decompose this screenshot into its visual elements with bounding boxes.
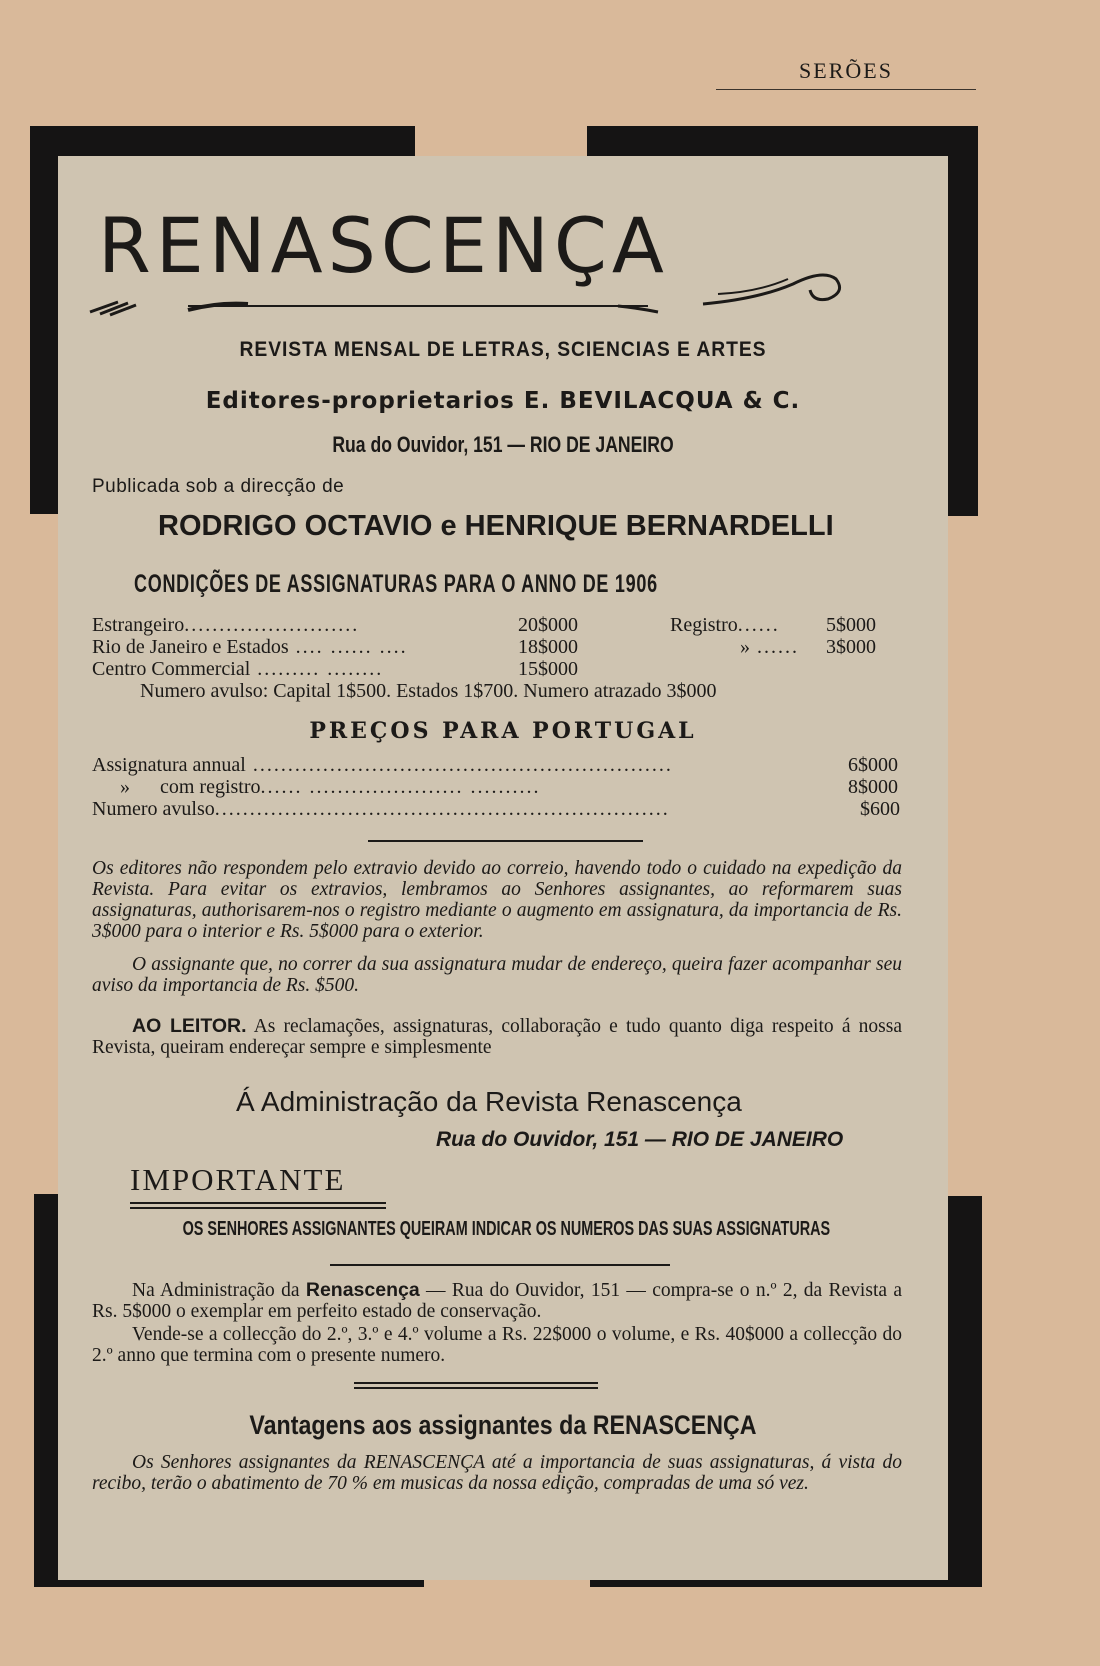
leader-dots: .... ...... .... bbox=[288, 636, 408, 658]
directors: RODRIGO OCTAVIO e HENRIQUE BERNARDELLI bbox=[158, 510, 834, 542]
reader-label: AO LEITOR. bbox=[132, 1015, 247, 1037]
frame-top-right bbox=[587, 126, 978, 156]
price-row bbox=[92, 614, 359, 637]
advertisement-panel bbox=[58, 156, 948, 1580]
masthead-title: RENASCENÇA bbox=[98, 201, 669, 290]
directed-by: Publicada sob a direcção de bbox=[92, 476, 345, 497]
important-subtitle: OS SENHORES ASSIGNANTES QUEIRAM INDICAR OS NUMEROS DAS SUAS ASSIGNATURAS bbox=[182, 1218, 831, 1240]
frame-left-upper bbox=[30, 126, 58, 514]
extra-label: Registro...... bbox=[670, 614, 780, 636]
admin-address: Rua do Ouvidor, 151 — RIO DE JANEIRO bbox=[436, 1128, 844, 1151]
publisher-address: Rua do Ouvidor, 151 — RIO DE JANEIRO bbox=[332, 432, 674, 457]
portugal-row: Assignatura annual ............................................................ bbox=[92, 754, 673, 776]
price-value: 20$000 bbox=[518, 614, 578, 636]
masthead-subtitle: REVISTA MENSAL DE LETRAS, SCIENCIAS E ARTES bbox=[239, 338, 767, 361]
important-underline bbox=[130, 1202, 386, 1209]
frame-left-lower bbox=[34, 1194, 58, 1587]
renascenca-name: Renascença bbox=[305, 1279, 420, 1301]
row-label: Centro Commercial bbox=[92, 658, 251, 680]
price-row bbox=[92, 658, 383, 681]
price-value: 15$000 bbox=[518, 658, 578, 680]
extra-label: » ...... bbox=[740, 636, 799, 658]
extra-value: 5$000 bbox=[826, 614, 876, 636]
frame-right-upper bbox=[948, 126, 978, 516]
leader-dots: ......... ........ bbox=[250, 658, 384, 680]
header-rule bbox=[716, 89, 976, 90]
row-label: Estrangeiro bbox=[92, 614, 185, 636]
reader-paragraph bbox=[92, 1016, 902, 1058]
price-row bbox=[92, 636, 408, 659]
portugal-price: $600 bbox=[860, 798, 900, 820]
frame-top-left bbox=[30, 126, 415, 156]
flourish-ornament bbox=[698, 244, 848, 314]
portugal-title: PREÇOS PARA PORTUGAL bbox=[309, 718, 697, 744]
avulso-line: Numero avulso: Capital 1$500. Estados 1$700. Numero atrazado 3$000 bbox=[140, 680, 717, 702]
divider bbox=[330, 1264, 670, 1266]
notice-paragraph: O assignante que, no correr da sua assignatura mudar de endereço, queira fazer acompanhar seu aviso da importancia de Rs. $500. bbox=[92, 954, 902, 996]
divider bbox=[368, 840, 643, 842]
important-paragraph: Na Administração da Renascença — Rua do Ouvidor, 151 — compra-se o n.º 2, da Revista a Rs. 5$000 o exemplar em perfeito estado de conservação. bbox=[92, 1279, 902, 1322]
divider bbox=[354, 1382, 598, 1389]
portugal-row: » com registro...... ...................... .......... bbox=[120, 776, 541, 798]
reader-text: As reclamações, assignaturas, collaboração e tudo quanto diga respeito á nossa Revista, queiram endereçar sempre e simplesmente bbox=[92, 1016, 902, 1058]
advantages-paragraph: Os Senhores assignantes da RENASCENÇA até a importancia de suas assignaturas, á vista do recibo, terão o abatimento de 70 % em musicas da nossa edição, compradas de uma só vez. bbox=[92, 1452, 902, 1494]
portugal-row: Numero avulso................................................................. bbox=[92, 798, 670, 820]
conditions-title: CONDIÇÕES DE ASSIGNATURAS PARA O ANNO DE 1906 bbox=[134, 570, 658, 598]
publishers: Editores-proprietarios E. BEVILACQUA & C. bbox=[205, 388, 801, 414]
extra-value: 3$000 bbox=[826, 636, 876, 658]
price-value: 18$000 bbox=[518, 636, 578, 658]
admin-line: Á Administração da Revista Renascença bbox=[236, 1086, 742, 1117]
running-header: SERÕES bbox=[799, 58, 893, 83]
portugal-price: 6$000 bbox=[848, 754, 898, 776]
row-label: Rio de Janeiro e Estados bbox=[92, 636, 289, 658]
advantages-title: Vantagens aos assignantes da RENASCENÇA bbox=[249, 1410, 757, 1440]
masthead-rule bbox=[88, 298, 668, 318]
frame-right-lower bbox=[948, 1196, 982, 1587]
notice-paragraph: Os editores não respondem pelo extravio devido ao correio, havendo todo o cuidado na expedição da Revista. Para evitar os extravios, lembramos ao Senhores assignantes, ao reformarem suas assignaturas, authorisarem-nos o registro mediante o augmento em assignatura, da importancia de Rs. 3$000 para o interior e Rs. 5$000 para o exterior. bbox=[92, 858, 902, 942]
portugal-price: 8$000 bbox=[848, 776, 898, 798]
important-paragraph: Vende-se a collecção do 2.º, 3.º e 4.º volume a Rs. 22$000 o volume, e Rs. 40$000 a collecção do 2.º anno que termina com o presente numero. bbox=[92, 1324, 902, 1366]
leader-dots: ......................... bbox=[184, 614, 360, 636]
important-title: IMPORTANTE bbox=[130, 1162, 346, 1197]
